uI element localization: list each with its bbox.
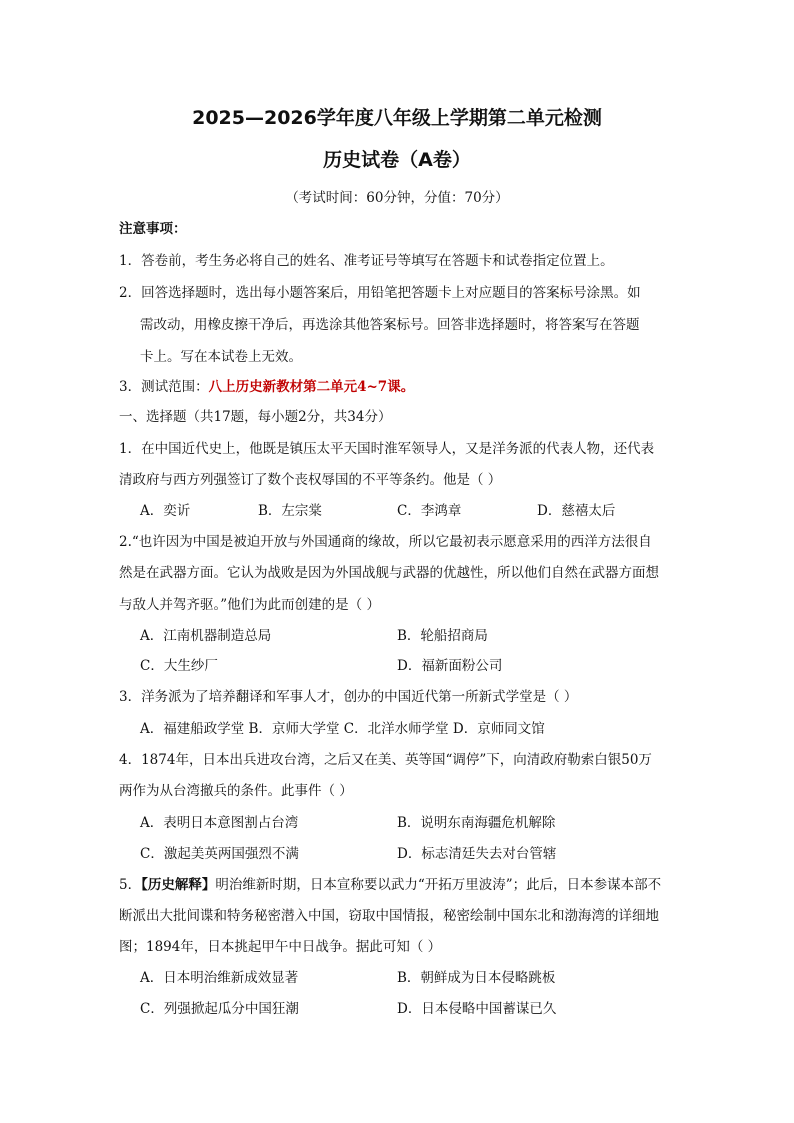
exam-subtitle: 历史试卷（A卷） [323,149,471,171]
exam-title: 2025—2026学年度八年级上学期第二单元检测 [192,107,602,129]
q1-option-a: A．奕䜣 [140,503,191,519]
note-item-2-line-1: 2．回答选择题时，选出每小题答案后，用铅笔把答题卡上对应题目的答案标号涂黑。如 [119,285,641,301]
q2-option-b: B．轮船招商局 [397,628,488,644]
q5-option-c: C．列强掀起瓜分中国狂潮 [140,1001,299,1017]
question-4-line-1: 4．1874年，日本出兵进攻台湾，之后又在美、英等国“调停”下，向清政府勒索白银50万 [119,752,652,768]
question-2-line-2: 然是在武器方面。它认为战败是因为外国战舰与武器的优越性，所以他们自然在武器方面想 [119,565,659,581]
section-heading: 一、选择题（共17题，每小题2分，共34分） [119,409,392,425]
note-item-3 [119,375,414,395]
q3-options: A．福建船政学堂 B．京师大学堂 C．北洋水师学堂 D．京师同文馆 [140,721,545,737]
q5-option-a: A．日本明治维新成效显著 [140,970,299,986]
q4-option-c: C．激起美英两国强烈不满 [140,846,299,862]
q2-option-d: D．福新面粉公司 [397,658,503,674]
q5-option-b: B．朝鲜成为日本侵略跳板 [397,970,556,986]
q2-option-a: A．江南机器制造总局 [140,628,272,644]
note-item-3-prefix: 3．测试范围： [119,379,209,395]
note-item-1: 1．答卷前，考生务必将自己的姓名、准考证号等填写在答题卡和试卷指定位置上。 [119,253,614,269]
q4-option-d: D．标志清廷失去对台管辖 [397,846,557,862]
question-1-line-1: 1．在中国近代史上，他既是镇压太平天国时淮军领导人，又是洋务派的代表人物，还代表 [119,441,655,457]
question-5-line-2: 断派出大批间谍和特务秘密潜入中国，窃取中国情报，秘密绘制中国东北和渤海湾的详细地 [119,908,659,924]
q2-option-c: C．大生纱厂 [140,658,218,674]
question-5-line-3: 图；1894年，日本挑起甲午中日战争。据此可知（ ） [119,939,442,955]
question-2-line-3: 与敌人并驾齐驱。”他们为此而创建的是（ ） [119,597,380,613]
q4-option-b: B．说明东南海疆危机解除 [397,815,556,831]
question-5-line-1 [119,873,661,893]
note-item-2-line-2: 需改动，用橡皮擦干净后，再选涂其他答案标号。回答非选择题时，将答案写在答题 [140,317,640,333]
note-item-2-line-3: 卡上。写在本试卷上无效。 [140,349,302,365]
exam-info: （考试时间：60分钟，分值：70分） [285,190,509,206]
question-1-line-2: 清政府与西方列强签订了数个丧权辱国的不平等条约。他是（ ） [119,472,502,488]
q1-option-c: C．李鸿章 [397,503,462,519]
question-5-line-1-text: 明治维新时期，日本宣称要以武力“开拓万里波涛”；此后，日本参谋本部不 [215,877,662,893]
q4-option-a: A．表明日本意图割占台湾 [140,815,299,831]
test-scope: 八上历史新教材第二单元4~7课。 [208,379,415,395]
question-3-line-1: 3．洋务派为了培养翻译和军事人才，创办的中国近代第一所新式学堂是（ ） [119,689,578,705]
question-5-tag: 【历史解释】 [141,877,216,893]
question-5-number: 5． [119,877,142,893]
q1-option-b: B．左宗棠 [258,503,322,519]
notes-heading: 注意事项： [119,221,187,237]
q1-option-d: D．慈禧太后 [537,503,616,519]
question-2-line-1: 2.“也许因为中国是被迫开放与外国通商的缘故，所以它最初表示愿意采用的西洋方法很自 [119,534,652,550]
q5-option-d: D．日本侵略中国蓄谋已久 [397,1001,557,1017]
question-4-line-2: 两作为从台湾撤兵的条件。此事件（ ） [119,783,353,799]
